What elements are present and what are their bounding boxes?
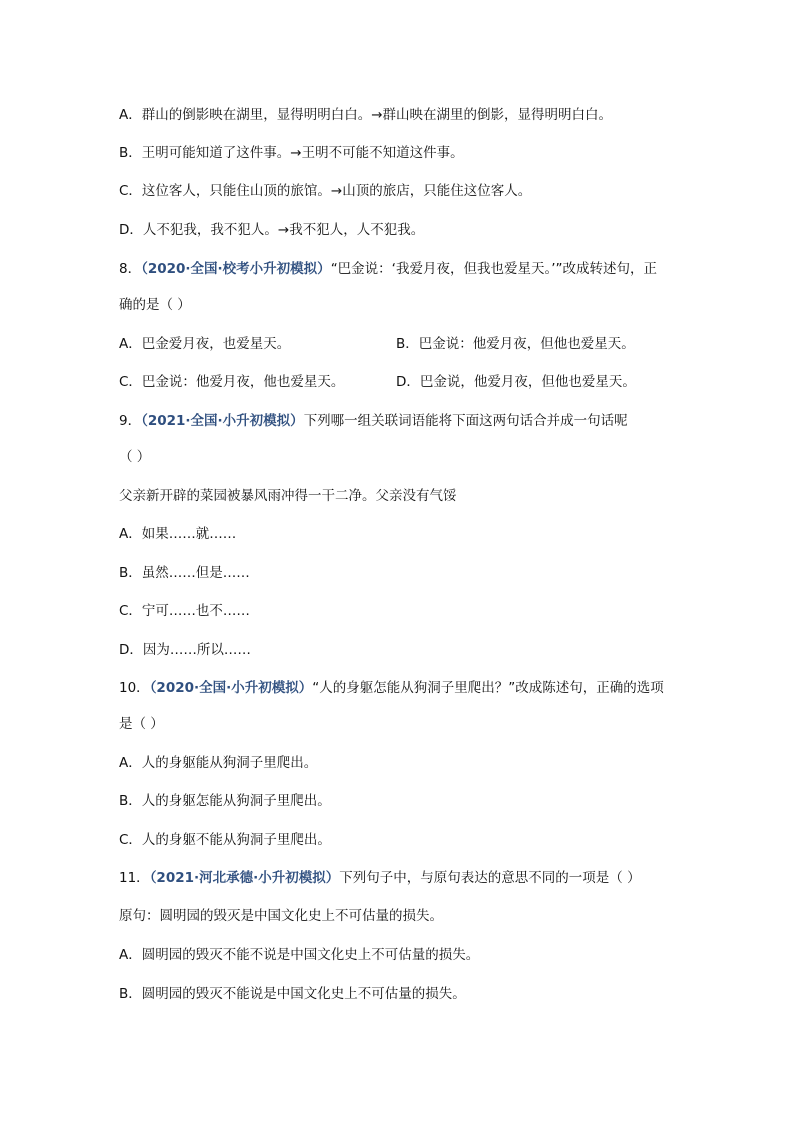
question-8-option-d: D．巴金说，他爱月夜，但他也爱星天。	[396, 374, 636, 390]
question-11-stem	[119, 868, 641, 888]
question-9-stem-cont: （ ）	[119, 449, 151, 465]
question-8-option-b: B．巴金说：他爱月夜，但他也爱星天。	[396, 336, 635, 352]
question-number: 8．	[119, 261, 142, 277]
question-10-stem	[119, 678, 664, 698]
question-8-stem-cont: 确的是（ ）	[119, 297, 191, 313]
question-source: （2020·全国·小升初模拟）	[149, 680, 313, 696]
question-8-option-c: C．巴金说：他爱月夜，他也爱星天。	[119, 374, 345, 390]
question-source: （2021·河北承德·小升初模拟）	[149, 870, 340, 886]
question-10-stem-cont: 是（ ）	[119, 716, 164, 732]
question-11-original: 原句：圆明园的毁灭是中国文化史上不可估量的损失。	[119, 908, 443, 924]
question-text: “巴金说：‘我爱月夜，但我也爱星天。’”改成转述句，正	[330, 261, 658, 277]
question-text: 下列哪一组关联词语能将下面这两句话合并成一句话呢	[303, 413, 628, 429]
question-text: “人的身躯怎能从狗洞子里爬出？”改成陈述句，正确的选项	[312, 680, 664, 696]
question-9-option-a: A．如果……就……	[119, 526, 237, 542]
option-b-prev: B．王明可能知道了这件事。→王明不可能不知道这件事。	[119, 145, 464, 161]
question-text: 下列句子中，与原句表达的意思不同的一项是（ ）	[339, 870, 641, 886]
question-11-option-b: B．圆明园的毁灭不能说是中国文化史上不可估量的损失。	[119, 986, 466, 1002]
question-9-option-b: B．虽然……但是……	[119, 565, 250, 581]
question-8-option-a: A．巴金爱月夜，也爱星天。	[119, 336, 291, 352]
question-number: 11．	[119, 870, 150, 886]
question-10-option-c: C．人的身躯不能从狗洞子里爬出。	[119, 832, 331, 848]
question-9-option-c: C．宁可……也不……	[119, 603, 250, 619]
question-10-option-b: B．人的身躯怎能从狗洞子里爬出。	[119, 793, 331, 809]
question-source: （2021·全国·小升初模拟）	[141, 413, 304, 429]
question-11-option-a: A．圆明园的毁灭不能不说是中国文化史上不可估量的损失。	[119, 947, 480, 963]
question-10-option-a: A．人的身躯能从狗洞子里爬出。	[119, 755, 318, 771]
question-number: 9．	[119, 413, 142, 429]
question-9-stem	[119, 411, 628, 431]
option-d-prev: D．人不犯我，我不犯人。→我不犯人，人不犯我。	[119, 222, 425, 238]
question-9-text: 父亲新开辟的菜园被暴风雨冲得一干二净。父亲没有气馁	[119, 488, 457, 504]
option-c-prev: C．这位客人，只能住山顶的旅馆。→山顶的旅店，只能住这位客人。	[119, 183, 532, 199]
option-a-prev: A．群山的倒影映在湖里，显得明明白白。→群山映在湖里的倒影，显得明明白白。	[119, 107, 613, 123]
question-9-option-d: D．因为……所以……	[119, 642, 251, 658]
question-source: （2020·全国·校考小升初模拟）	[141, 261, 331, 277]
question-8-stem	[119, 259, 657, 279]
question-number: 10．	[119, 680, 150, 696]
